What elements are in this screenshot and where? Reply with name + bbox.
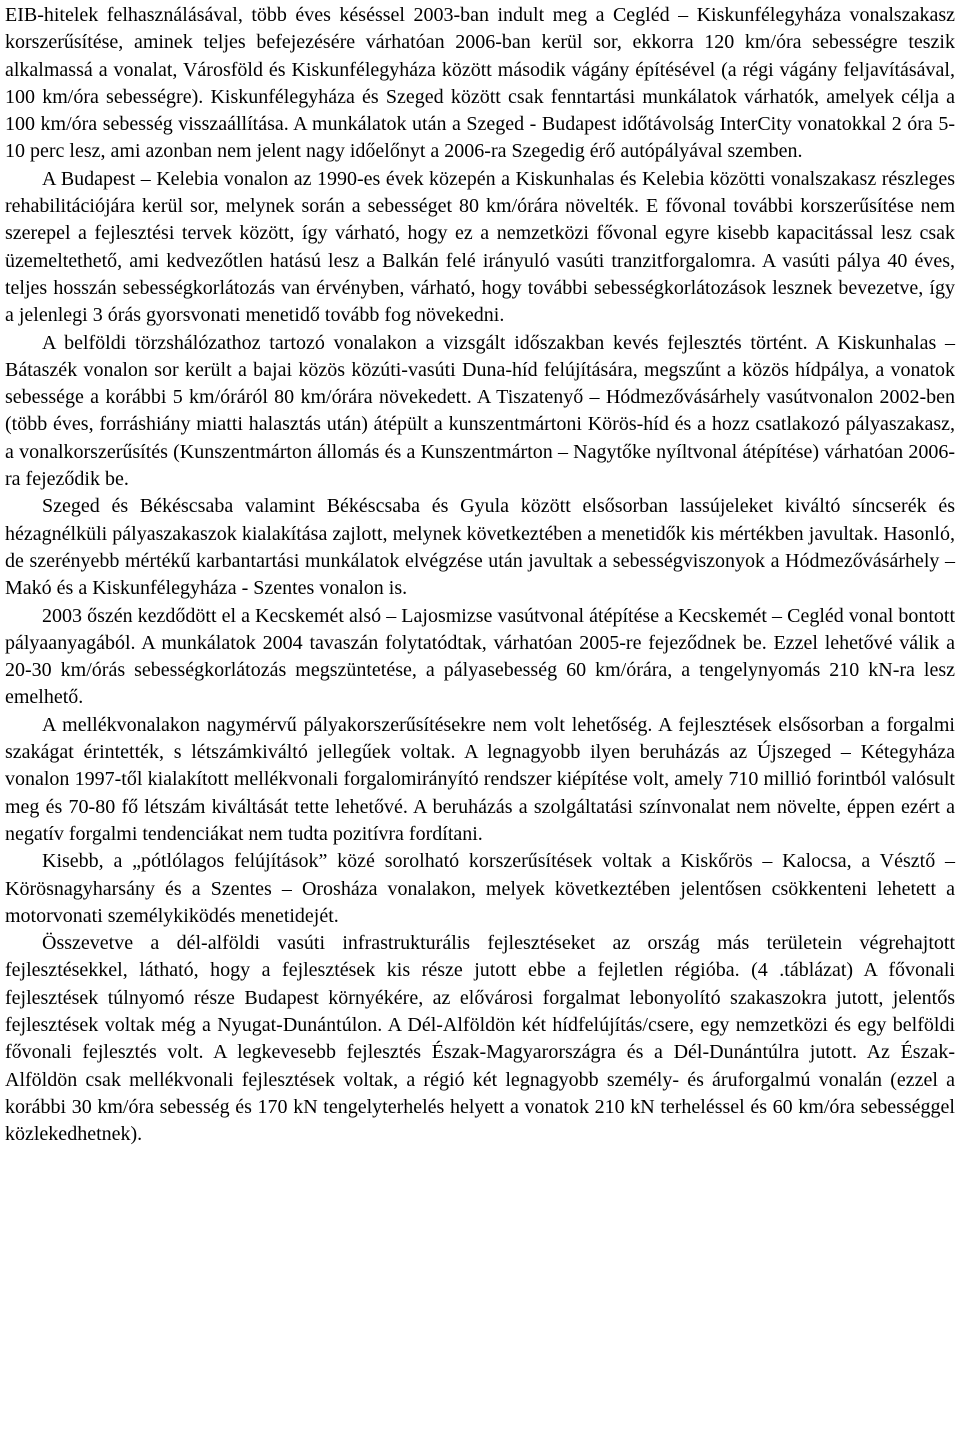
paragraph-szeged-bekescsaba: Szeged és Békéscsaba valamint Békéscsaba és Gyula között elsősorban lassújeleket kiváltó síncserék és hézagnélküli pályaszakaszok kialakítása zajlott, melynek következtében a menetidők kis mértékben javultak. Hasonló, de szerényebb mértékű karbantartási munkálatok elvégzése után javultak a sebességviszonyok a Hódmezővásárhely – Makó és a Kiskunfélegyháza - Szentes vonalon is. <box>5 495 955 600</box>
paragraph-osszevetes: Összevetve a dél-alföldi vasúti infrastrukturális fejlesztéseket az ország más területein végrehajtott fejlesztésekkel, látható, hogy a fejlesztések kis része jutott ebbe a fejletlen régióba. (4 .táblázat) A fővonali fejlesztések túlnyomó része Budapest környékére, az elővárosi forgalmat lebonyolító szakaszokra jutott, jelentős fejlesztések voltak még a Nyugat-Dunántúlon. A Dél-Alföldön két hídfelújítás/csere, egy nemzetközi és egy belföldi fővonali fejlesztés volt. A legkevesebb fejlesztés Észak-Magyarországra és a Dél-Dunántúlra jutott. Az Észak-Alföldön csak mellékvonali fejlesztések voltak, a régió két legnagyobb személy- és áruforgalmú vonalán (ezzel a korábbi 30 km/óra sebesség és 170 kN tengelyterhelés helyett a vonatok 210 kN terheléssel és 60 km/óra sebességgel közlekedhetnek). <box>5 932 955 1146</box>
paragraph-belfoldi-torzshalozat: A belföldi törzshálózathoz tartozó vonalakon a vizsgált időszakban kevés fejlesztés történt. A Kiskunhalas – Bátaszék vonalon sor került a bajai közös közúti-vasúti Duna-híd felújítására, megszűnt a közös hídpálya, a vonatok sebessége a korábbi 5 km/óráról 80 km/órára növekedett. A Tiszatenyő – Hódmezővásárhely vasútvonalon 2002-ben (több éves, forráshiány miatti halasztás után) átépült a kunszentmártoni Körös-híd és a hozz csatlakozó pályaszakasz, a vonalkorszerűsítés (Kunszentmárton állomás és a Kunszentmárton – Nagytőke nyíltvonal átépítése) várhatóan 2006-ra fejeződik be. <box>5 331 955 491</box>
paragraph-cegled-kiskunfelegyhaza: EIB-hitelek felhasználásával, több éves késéssel 2003-ban indult meg a Cegléd – Kiskunfélegyháza vonalszakasz korszerűsítése, aminek teljes befejezésére várhatóan 2006-ban kerül sor, ekkorra 120 km/óra sebességre teszik alkalmassá a vonalat, Városföld és Kiskunfélegyháza között második vágány építésével (a régi vágány feljavításával, 100 km/óra sebességre). Kiskunfélegyháza és Szeged között csak fenntartási munkálatok várhatók, amelyek célja a 100 km/óra sebesség visszaállítása. A munkálatok után a Szeged - Budapest időtávolság InterCity vonatokkal 2 óra 5-10 perc lesz, ami azonban nem jelent nagy időelőnyt a 2006-ra Szegedig érő autópályával szemben. <box>5 4 955 163</box>
paragraph-kecskemet-lajosmizse: 2003 őszén kezdődött el a Kecskemét alsó – Lajosmizse vasútvonal átépítése a Kecskemét – Cegléd vonal bontott pályaanyagából. A munkálatok 2004 tavaszán folytatódtak, várhatóan 2005-re fejeződnek be. Ezzel lehetővé válik a 20-30 km/órás sebességkorlátozás megszüntetése, a pályasebesség 60 km/órára, a tengelynyomás 210 kN-ra lesz emelhető. <box>5 604 955 709</box>
paragraph-budapest-kelebia: A Budapest – Kelebia vonalon az 1990-es évek közepén a Kiskunhalas és Kelebia közötti vonalszakasz részleges rehabilitációjára kerül sor, melynek során a sebességet 80 km/órára növelték. E fővonal további korszerűsítése nem szerepel a fejlesztési tervek között, így várható, hogy ez a nemzetközi fővonal egyre kisebb kapacitással lesz csak üzemeltethető, ami kedvezőtlen hatású lesz a Balkán felé irányuló vasúti tranzitforgalomra. A vasúti pálya 40 éves, teljes hosszán sebességkorlátozás van érvényben, várható, hogy további sebességkorlátozások lesznek bevezetve, így a jelenlegi 3 órás gyorsvonati menetidő tovább fog növekedni. <box>5 167 955 327</box>
paragraph-potlolagos-felujitasok: Kisebb, a „pótlólagos felújítások” közé sorolható korszerűsítések voltak a Kiskőrös – Kalocsa, a Vésztő – Körösnagyharsány és a Szentes – Orosháza vonalakon, melyek következtében jelentősen csökkenteni lehetett a motorvonati személykiködés menetidejét. <box>5 850 955 927</box>
paragraph-mellekvonalak: A mellékvonalakon nagymérvű pályakorszerűsítésekre nem volt lehetőség. A fejlesztések elsősorban a forgalmi szakágat érintették, s létszámkiváltó jellegűek voltak. A legnagyobb ilyen beruházás az Újszeged – Kétegyháza vonalon 1997-től kialakított mellékvonali forgalomirányító rendszer kiépítése volt, amely 710 millió forintból valósult meg és 70-80 fő létszám kiváltását tette lehetővé. A beruházás a szolgáltatási színvonalat nem növelte, éppen ezért a negatív forgalmi tendenciákat nem tudta pozitívra fordítani. <box>5 713 955 845</box>
